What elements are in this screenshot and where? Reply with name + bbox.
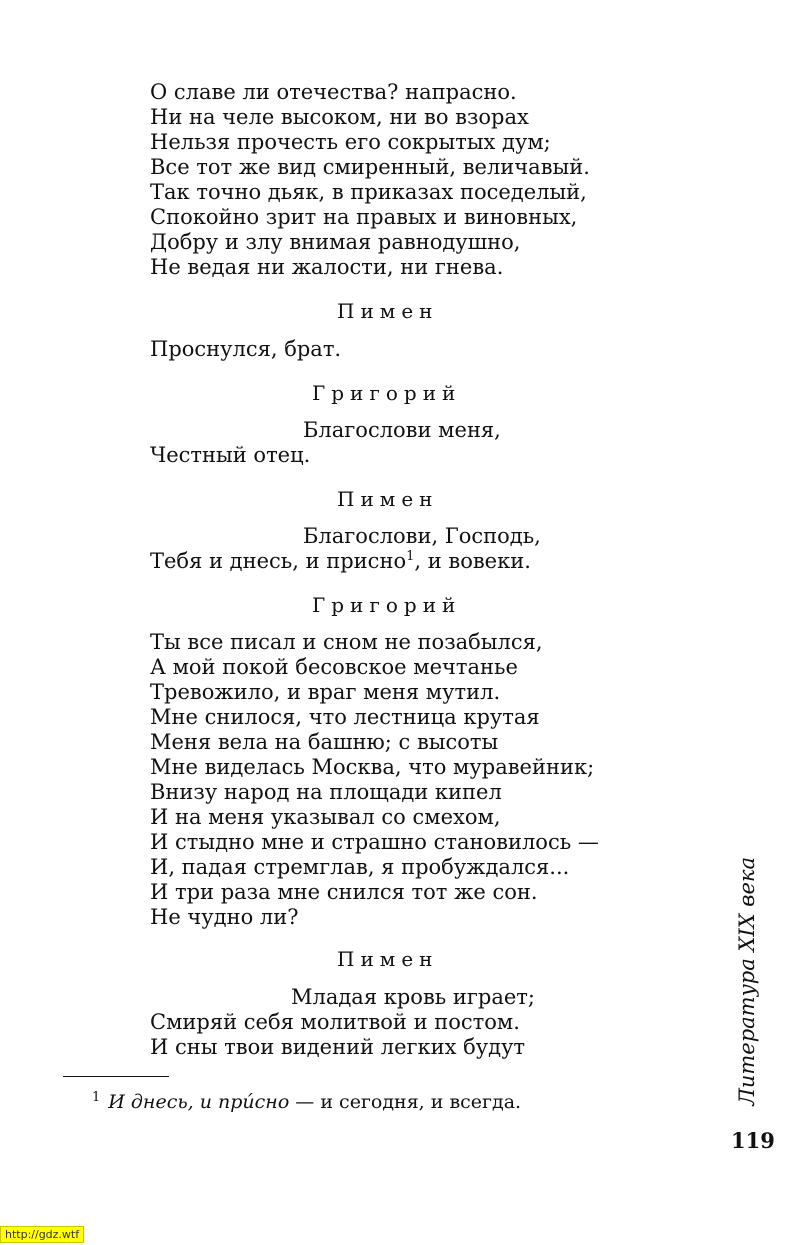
verse-line: Младая кровь играет; bbox=[291, 985, 535, 1009]
watermark-link[interactable]: http://gdz.wtf bbox=[0, 1226, 84, 1243]
verse-line: Все тот же вид смиренный, величавый. bbox=[150, 155, 590, 179]
verse-line: И три раза мне снился тот же сон. bbox=[150, 880, 538, 904]
verse-line: Ни на челе высоком, ни во взорах bbox=[150, 105, 529, 129]
verse-line: Ты все писал и сном не позабылся, bbox=[150, 630, 543, 654]
verse-line: Тревожило, и враг меня мутил. bbox=[150, 680, 501, 704]
footnote-divider bbox=[63, 1076, 169, 1077]
verse-line: Смиряй себя молитвой и постом. bbox=[150, 1010, 520, 1034]
verse-line: Честный отец. bbox=[150, 443, 311, 467]
verse-line: И стыдно мне и страшно становилось — bbox=[150, 830, 599, 854]
speaker-name: Григорий bbox=[312, 381, 462, 405]
footnote-marker: 1 bbox=[406, 549, 415, 564]
verse-line bbox=[150, 549, 531, 574]
verse-line: О славе ли отечества? напрасно. bbox=[150, 80, 517, 104]
speaker-name: Пимен bbox=[337, 487, 439, 511]
verse-text: Тебя и днесь, и присно bbox=[150, 549, 407, 573]
verse-line: А мой покой бесовское мечтанье bbox=[150, 655, 518, 679]
verse-line: Нельзя прочесть его сокрытых дум; bbox=[150, 130, 551, 154]
footnote-term: И днесь, и при́сно bbox=[108, 1091, 290, 1113]
verse-line: Добру и злу внимая равнодушно, bbox=[150, 230, 521, 254]
verse-line: Не чудно ли? bbox=[150, 905, 299, 929]
verse-line: Меня вела на башню; с высоты bbox=[150, 730, 499, 754]
verse-line: И сны твои видений легких будут bbox=[150, 1035, 526, 1059]
verse-line: Мне снилося, что лестница крутая bbox=[150, 705, 540, 729]
page-number: 119 bbox=[731, 1128, 775, 1153]
verse-line: Не ведая ни жалости, ни гнева. bbox=[150, 255, 504, 279]
verse-line: Внизу народ на площади кипел bbox=[150, 780, 502, 804]
verse-line: Мне виделась Москва, что муравейник; bbox=[150, 755, 595, 779]
verse-line: Спокойно зрит на правых и виновных, bbox=[150, 205, 578, 229]
section-caption-text: Литература XIX века bbox=[735, 857, 759, 1106]
verse-line: И, падая стремглав, я пробуждался... bbox=[150, 855, 570, 879]
verse-line: Проснулся, брат. bbox=[150, 337, 342, 361]
speaker-name: Пимен bbox=[337, 947, 439, 971]
footnote bbox=[92, 1086, 521, 1114]
verse-line: Благослови меня, bbox=[303, 418, 501, 442]
speaker-name: Григорий bbox=[312, 593, 462, 617]
verse-line: Так точно дьяк, в приказах поседелый, bbox=[150, 180, 587, 204]
verse-text: , и вовеки. bbox=[414, 549, 531, 573]
footnote-definition: — и сегодня, и всегда. bbox=[289, 1091, 522, 1113]
verse-line: И на меня указывал со смехом, bbox=[150, 805, 501, 829]
speaker-name: Пимен bbox=[337, 299, 439, 323]
verse-line: Благослови, Господь, bbox=[303, 524, 541, 548]
footnote-number: 1 bbox=[92, 1090, 101, 1105]
